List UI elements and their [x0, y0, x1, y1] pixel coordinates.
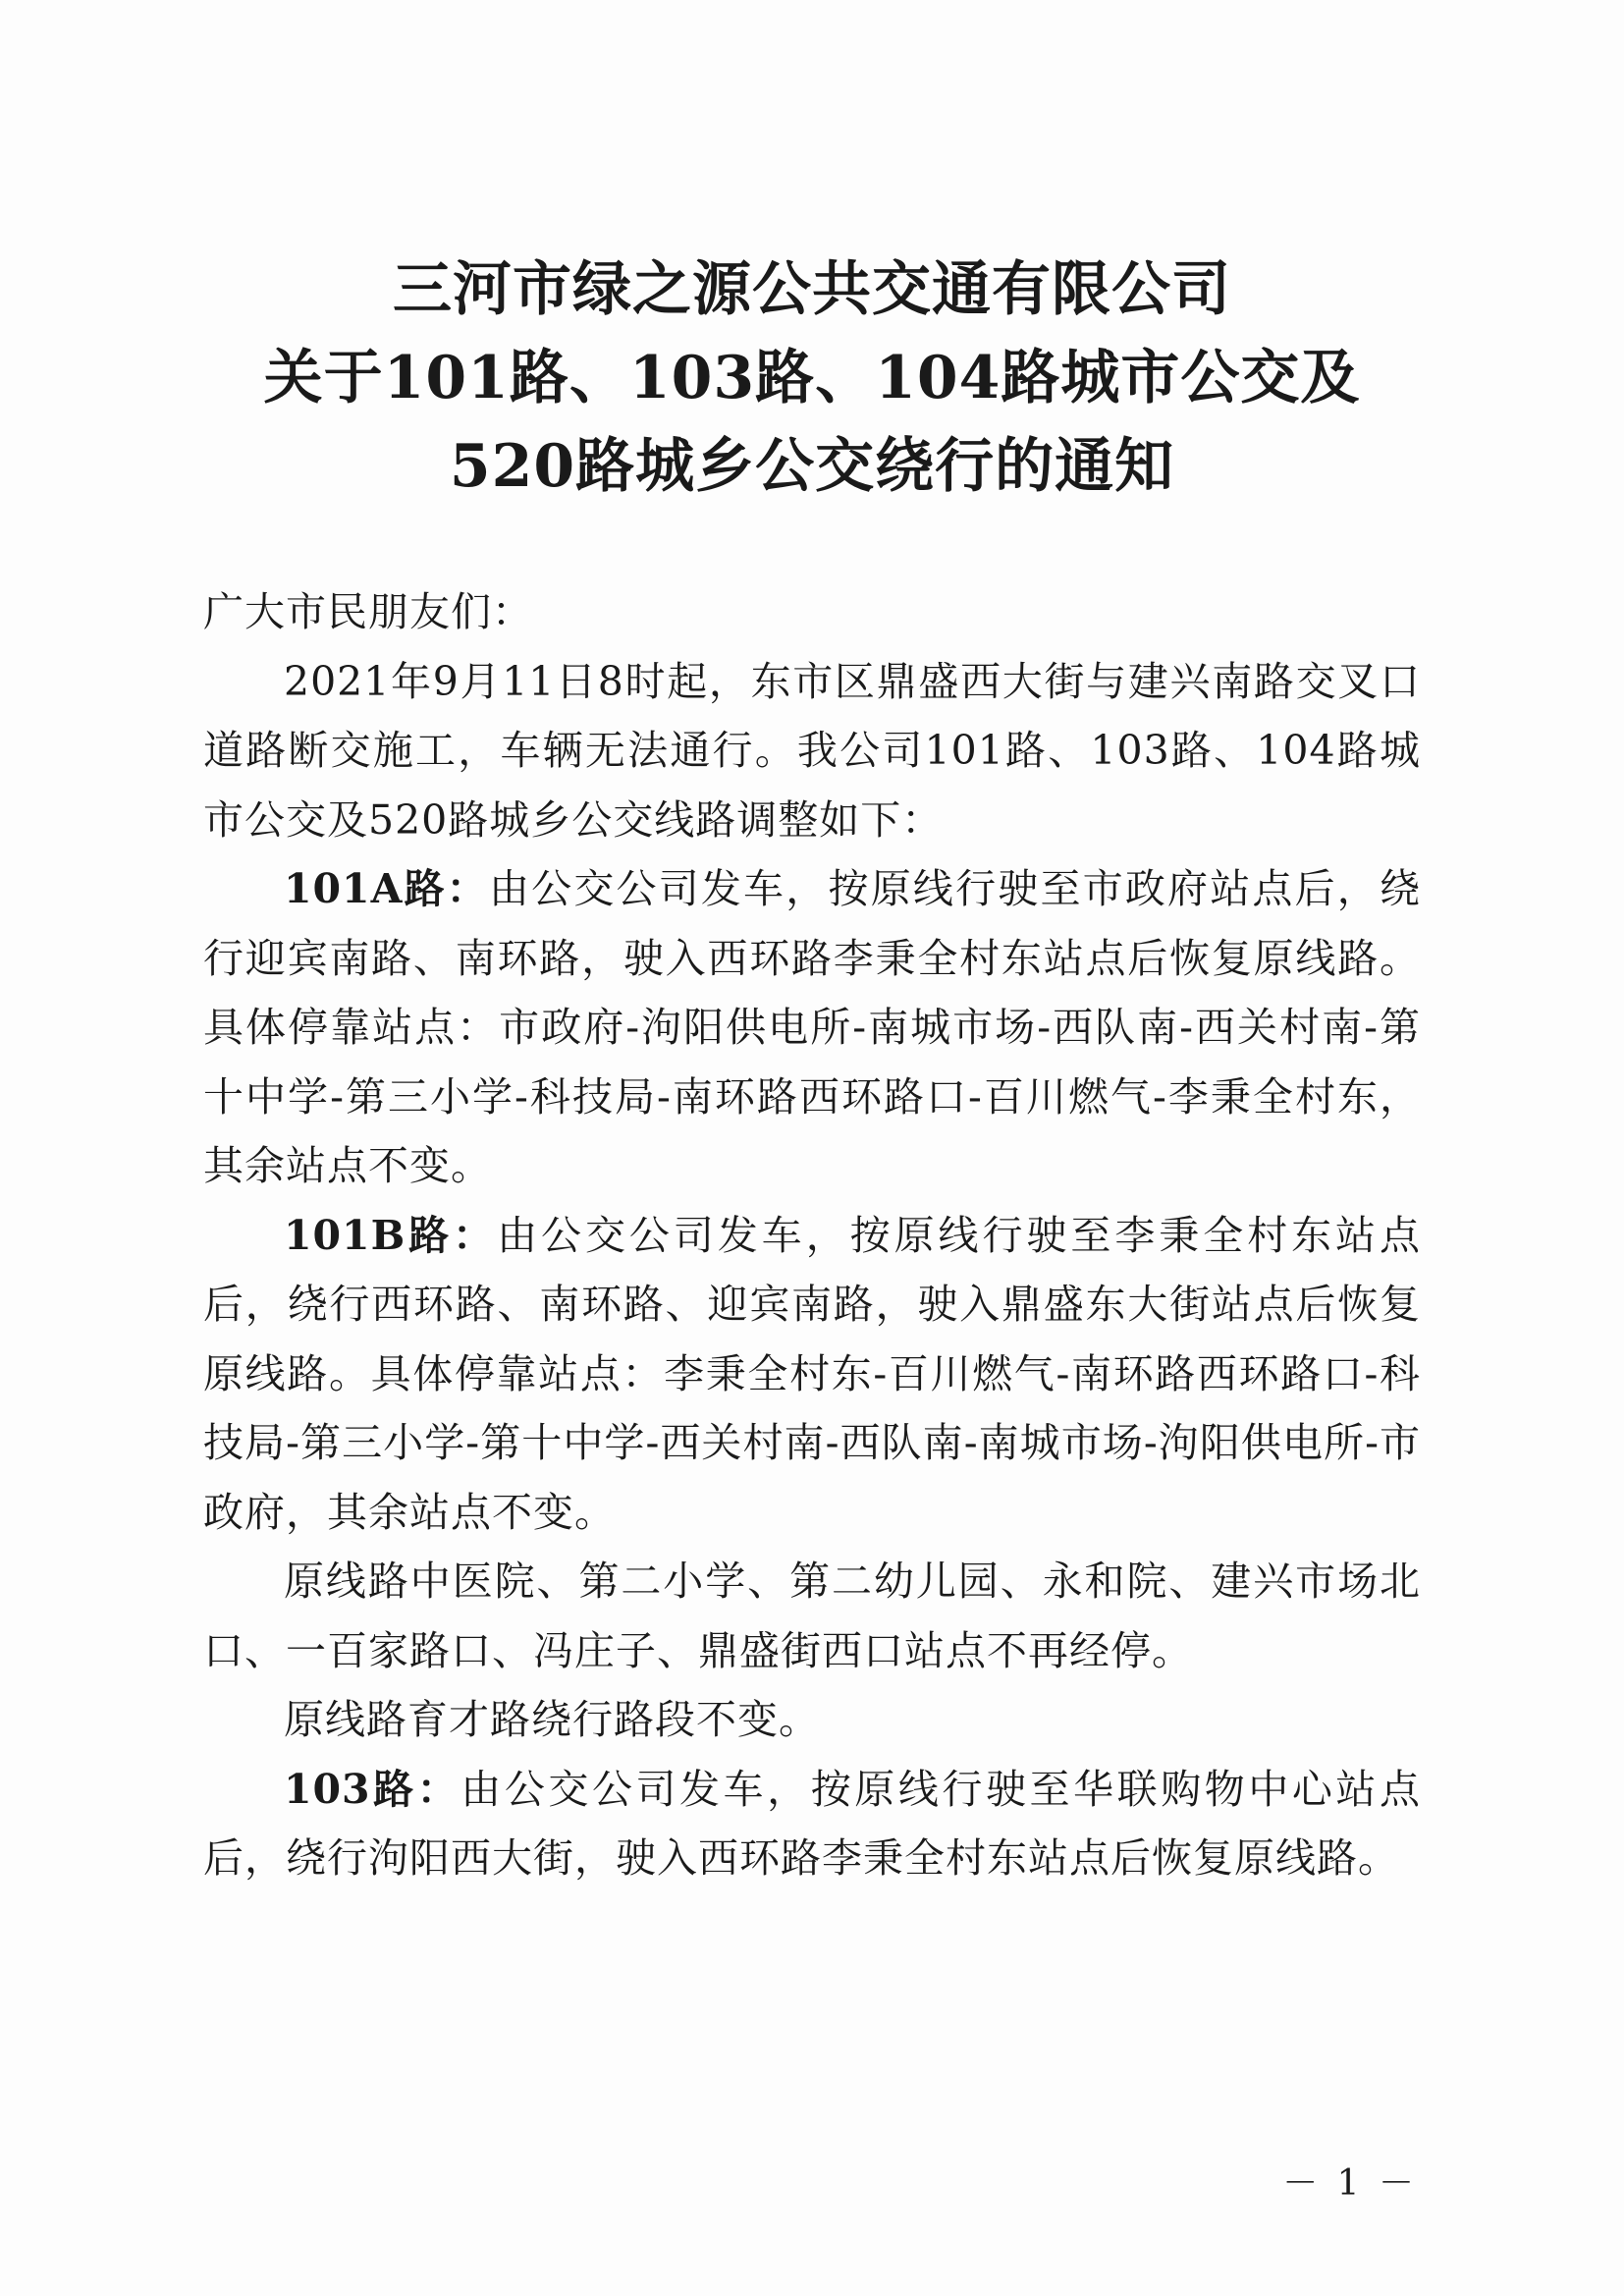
title-line-2: 关于101路、103路、104路城市公交及 — [263, 344, 1361, 412]
yucai-detour-paragraph: 原线路育才路绕行路段不变。 — [284, 1696, 820, 1743]
route-101b-text: 由公交公司发车，按原线行驶至李秉全村东站点后，绕行西环路、南环路、迎宾南路，驶入鼎盛东大街站点后恢复原线路。具体停靠站点：李秉全村东-百川燃气-南环路西环路口-科技局-第三小学-第十中学-西关村南-西队南-南城市场-泃阳供电所-市政府，其余站点不变。 — [203, 1211, 1421, 1536]
title-line-3: 520路城乡公交绕行的通知 — [449, 432, 1175, 501]
route-101b-paragraph — [203, 1201, 1421, 1548]
salutation: 广大市民朋友们： — [203, 588, 533, 635]
title-line-1: 三河市绿之源公共交通有限公司 — [393, 255, 1231, 324]
page-number: － 1 － — [1282, 2163, 1418, 2204]
route-103-paragraph — [203, 1755, 1421, 1893]
route-103-label: 103路： — [284, 1765, 461, 1813]
route-101a-label: 101A路： — [284, 865, 489, 912]
removed-stops-paragraph: 原线路中医院、第二小学、第二幼儿园、永和院、建兴市场北口、一百家路口、冯庄子、鼎盛街西口站点不再经停。 — [203, 1558, 1421, 1674]
document-title — [0, 246, 1624, 511]
intro-paragraph: 2021年9月11日8时起，东市区鼎盛西大街与建兴南路交叉口道路断交施工，车辆无法通行。我公司101路、103路、104路城市公交及520路城乡公交线路调整如下： — [203, 657, 1421, 844]
route-101a-text: 由公交公司发车，按原线行驶至市政府站点后，绕行迎宾南路、南环路，驶入西环路李秉全村东站点后恢复原线路。具体停靠站点：市政府-泃阳供电所-南城市场-西队南-西关村南-第十中学-第三小学-科技局-南环路西环路口-百川燃气-李秉全村东，其余站点不变。 — [203, 865, 1421, 1189]
route-101a-paragraph — [203, 854, 1421, 1201]
route-103-text: 由公交公司发车，按原线行驶至华联购物中心站点后，绕行泃阳西大街，驶入西环路李秉全村东站点后恢复原线路。 — [203, 1765, 1421, 1882]
document-body — [203, 577, 1421, 1893]
route-101b-label: 101B路： — [284, 1211, 498, 1259]
